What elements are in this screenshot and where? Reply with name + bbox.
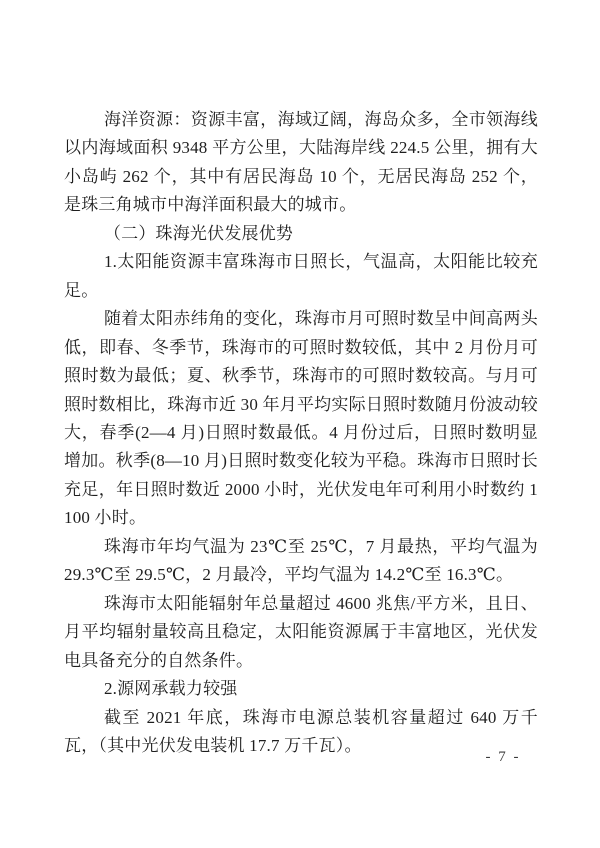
paragraph-solar-radiation: 珠海市太阳能辐射年总量超过 4600 兆焦/平方米，且日、月平均辐射量较高且稳定，太阳能资源属于丰富地区，光伏发电具备充分的自然条件。	[64, 593, 538, 670]
paragraph-temperature: 珠海市年均气温为 23℃至 25℃，7 月最热，平均气温为 29.3℃至 29.5℃，2 月最冷，平均气温为 14.2℃至 16.3℃。	[64, 536, 538, 585]
section-heading-pv-advantages: （二）珠海光伏发展优势	[103, 223, 294, 243]
page-number: - 7 -	[485, 749, 521, 765]
subheading-1-solar-resources: 1.太阳能资源丰富珠海市日照长，气温高，太阳能比较充足。	[64, 252, 538, 300]
paragraph-sunshine-hours: 随着太阳赤纬角的变化，珠海市月可照时数呈中间高两头低，即春、冬季节，珠海市的可照时数较低，其中 2 月份月可照时数为最低；夏、秋季节，珠海市的可照时数较高。与月可照时数相比，珠海市近 30 年月平均实际日照时数随月份波动较大，春季(2—4 月)日照时数最低。4 月份过后，日照时数明显增加。秋季(8—10 月)日照时数变化较为平稳。珠海市日照时长充足，年日照时数近 2000 小时，光伏发电年可利用小时数约 1100 小时。	[64, 309, 538, 528]
subheading-2-grid-capacity: 2.源网承载力较强	[103, 679, 238, 699]
paragraph-installed-capacity: 截至 2021 年底，珠海市电源总装机容量超过 640 万千瓦，（其中光伏发电装机 17.7 万千瓦）。	[64, 707, 538, 755]
document-body	[64, 106, 538, 760]
paragraph-ocean-resources: 海洋资源：资源丰富，海域辽阔，海岛众多，全市领海线以内海域面积 9348 平方公里，大陆海岸线 224.5 公里，拥有大小岛屿 262 个，其中有居民海岛 10 个，无居民海岛 252 个，是珠三角城市中海洋面积最大的城市。	[64, 110, 538, 215]
